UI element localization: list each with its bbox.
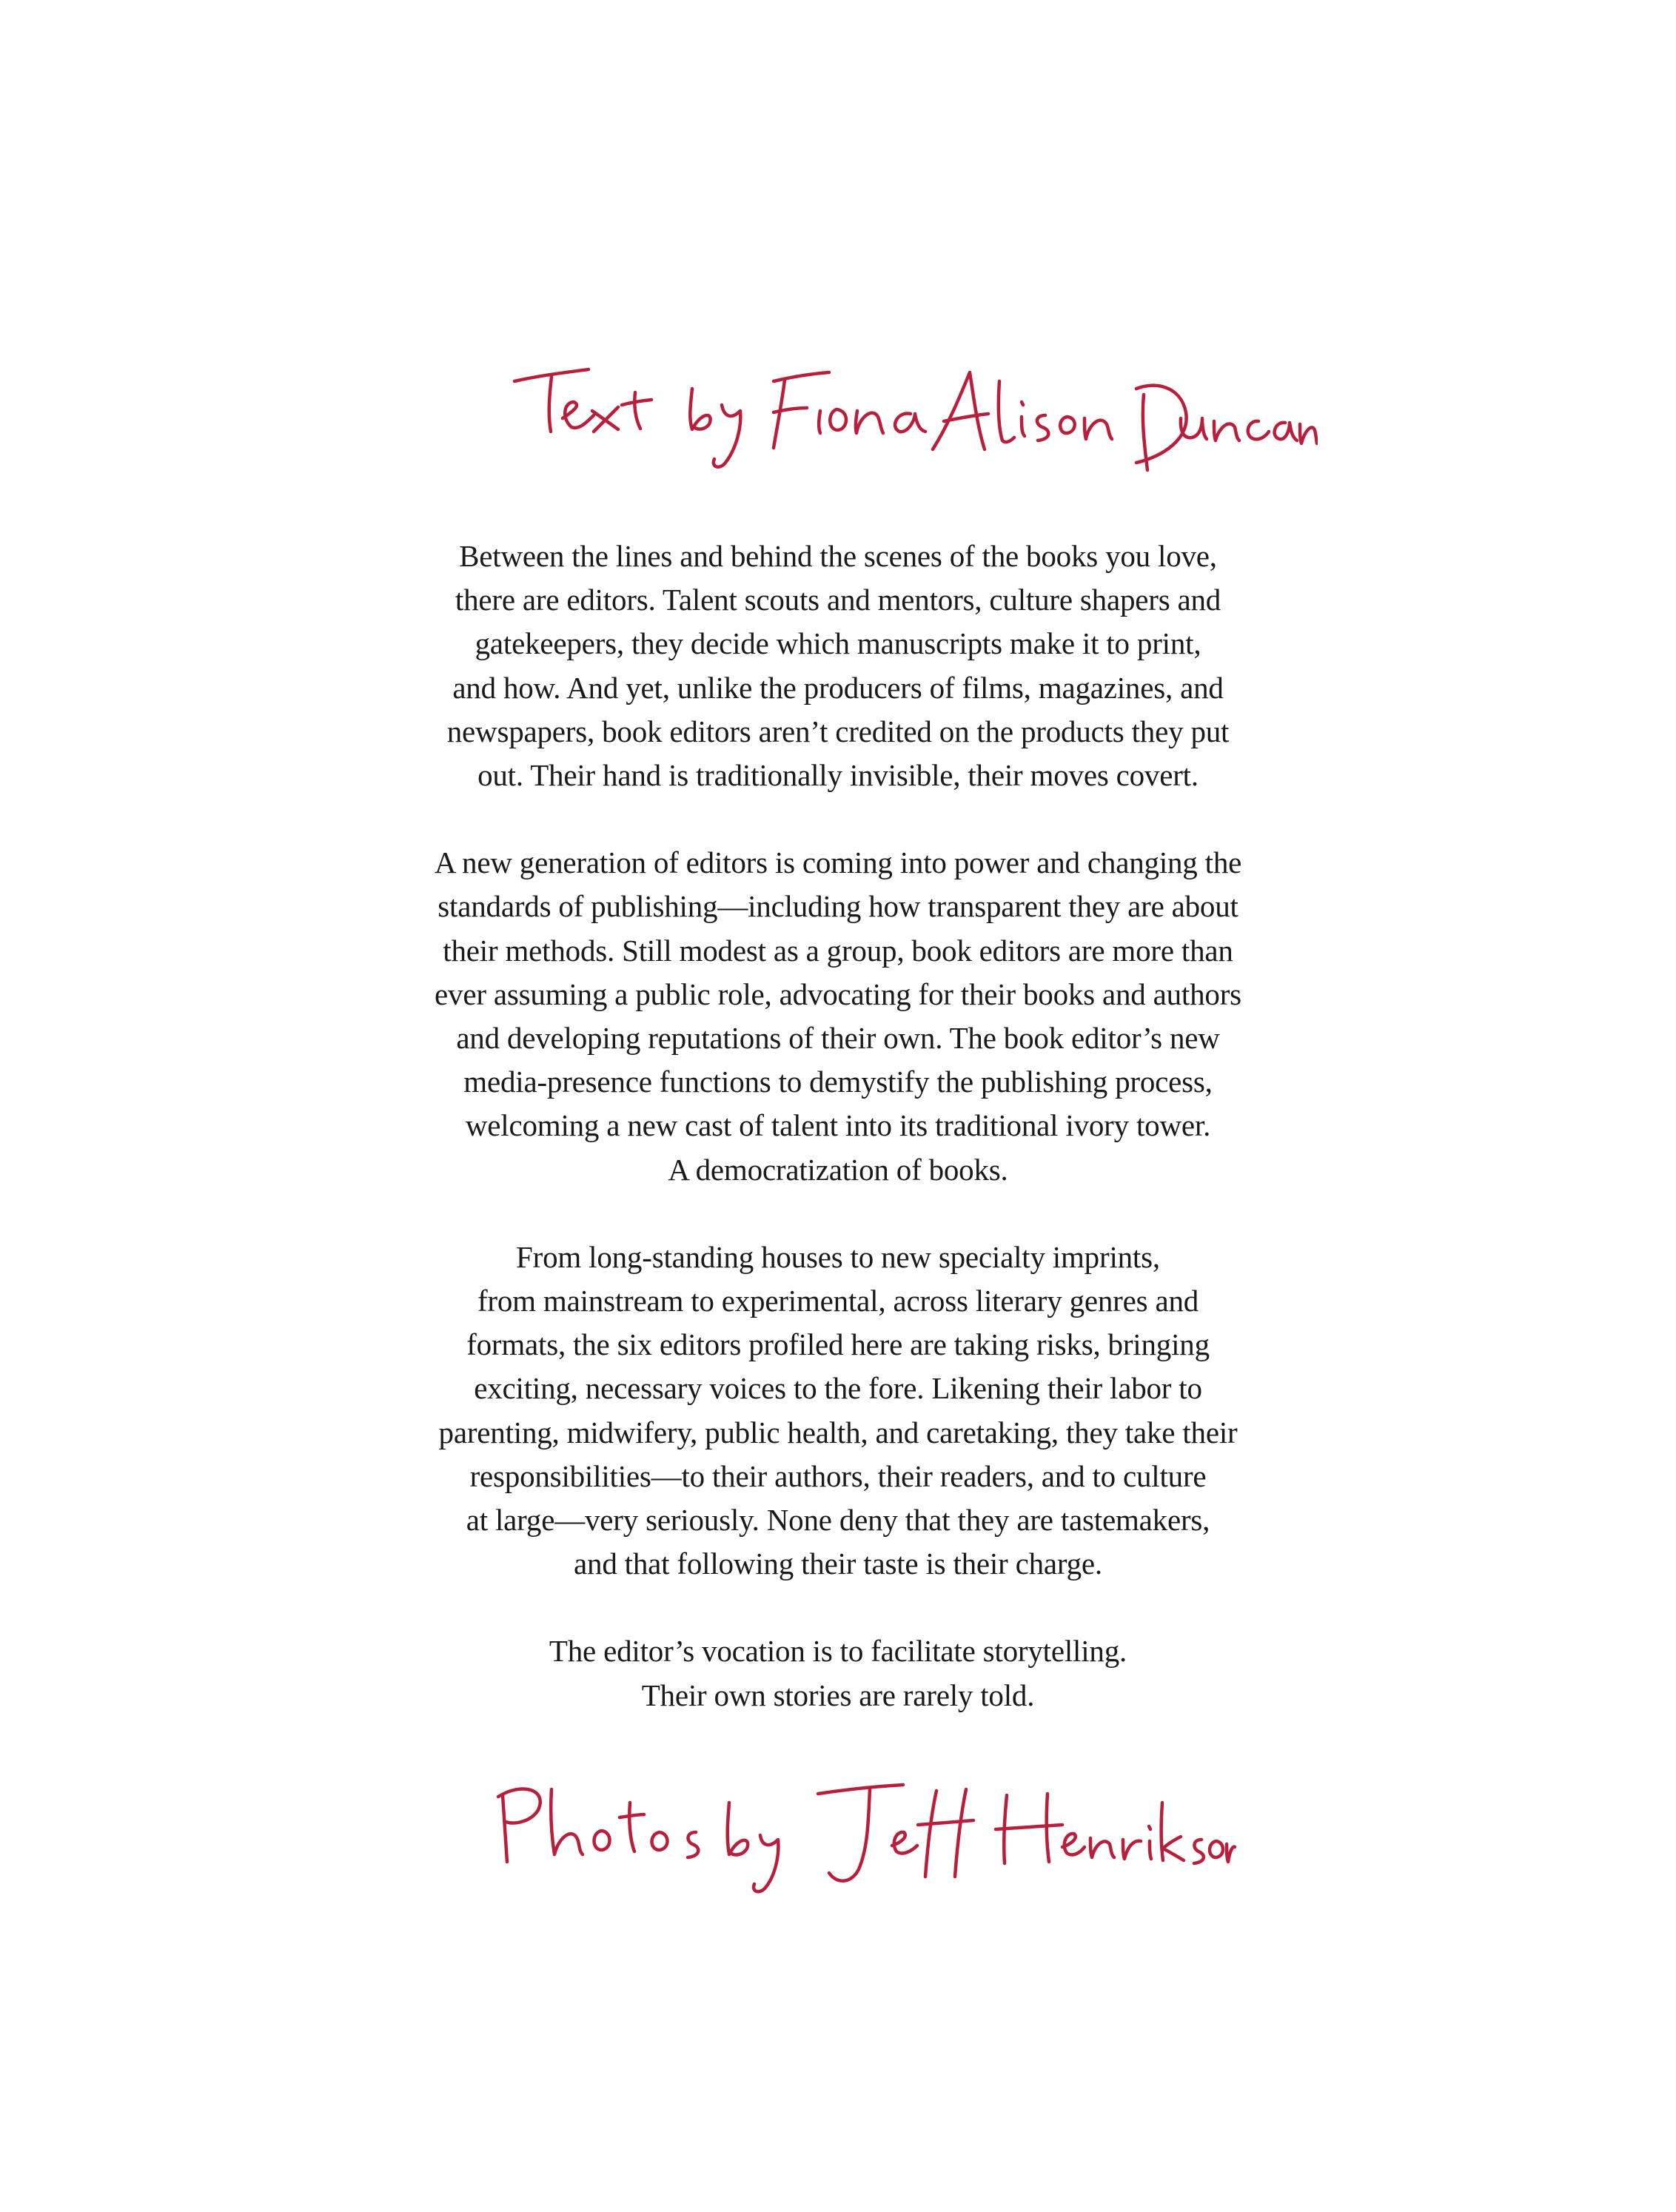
- text-line: and how. And yet, unlike the producers of films, magazines, and: [452, 670, 1224, 705]
- text-line: A new generation of editors is coming into power and changing the: [434, 845, 1242, 880]
- text-line: formats, the six editors profiled here are taking risks, bringing: [466, 1327, 1210, 1362]
- essay-body: [320, 534, 1356, 1761]
- text-line: at large—very seriously. None deny that they are tastemakers,: [466, 1503, 1210, 1538]
- text-line: media-presence functions to demystify the publishing process,: [463, 1065, 1213, 1099]
- text-line: and that following their taste is their charge.: [574, 1546, 1102, 1581]
- text-line: welcoming a new cast of talent into its traditional ivory tower.: [465, 1108, 1211, 1143]
- text-line: A democratization of books.: [668, 1152, 1008, 1187]
- text-line: their methods. Still modest as a group, book editors are more than: [443, 933, 1233, 968]
- text-line: out. Their hand is traditionally invisible, their moves covert.: [477, 758, 1199, 793]
- text-line: gatekeepers, they decide which manuscripts make it to print,: [475, 626, 1201, 661]
- text-line: Between the lines and behind the scenes of the books you love,: [459, 539, 1217, 573]
- text-credit-signature: [511, 359, 1318, 477]
- paragraph-2: [320, 841, 1356, 1192]
- paragraph-3: [320, 1236, 1356, 1586]
- paragraph-1: [320, 534, 1356, 797]
- text-line: standards of publishing—including how transparent they are about: [438, 889, 1238, 924]
- text-line: parenting, midwifery, public health, and caretaking, they take their: [438, 1415, 1238, 1449]
- text-line: from mainstream to experimental, across literary genres and: [477, 1284, 1199, 1318]
- text-line: ever assuming a public role, advocating for their books and authors: [435, 976, 1241, 1011]
- text-line: and developing reputations of their own. The book editor’s new: [456, 1021, 1220, 1056]
- paragraph-4: [320, 1629, 1356, 1717]
- text-line: From long-standing houses to new specialty imprints,: [516, 1239, 1160, 1274]
- text-line: exciting, necessary voices to the fore. Likening their labor to: [474, 1371, 1202, 1406]
- text-line: there are editors. Talent scouts and mentors, culture shapers and: [455, 583, 1221, 617]
- text-line: The editor’s vocation is to facilitate storytelling.: [549, 1634, 1127, 1669]
- text-line: Their own stories are rarely told.: [641, 1678, 1035, 1712]
- photo-credit-signature: [492, 1773, 1236, 1899]
- text-line: newspapers, book editors aren’t credited on the products they put: [446, 714, 1230, 748]
- text-line: responsibilities—to their authors, their readers, and to culture: [469, 1458, 1207, 1493]
